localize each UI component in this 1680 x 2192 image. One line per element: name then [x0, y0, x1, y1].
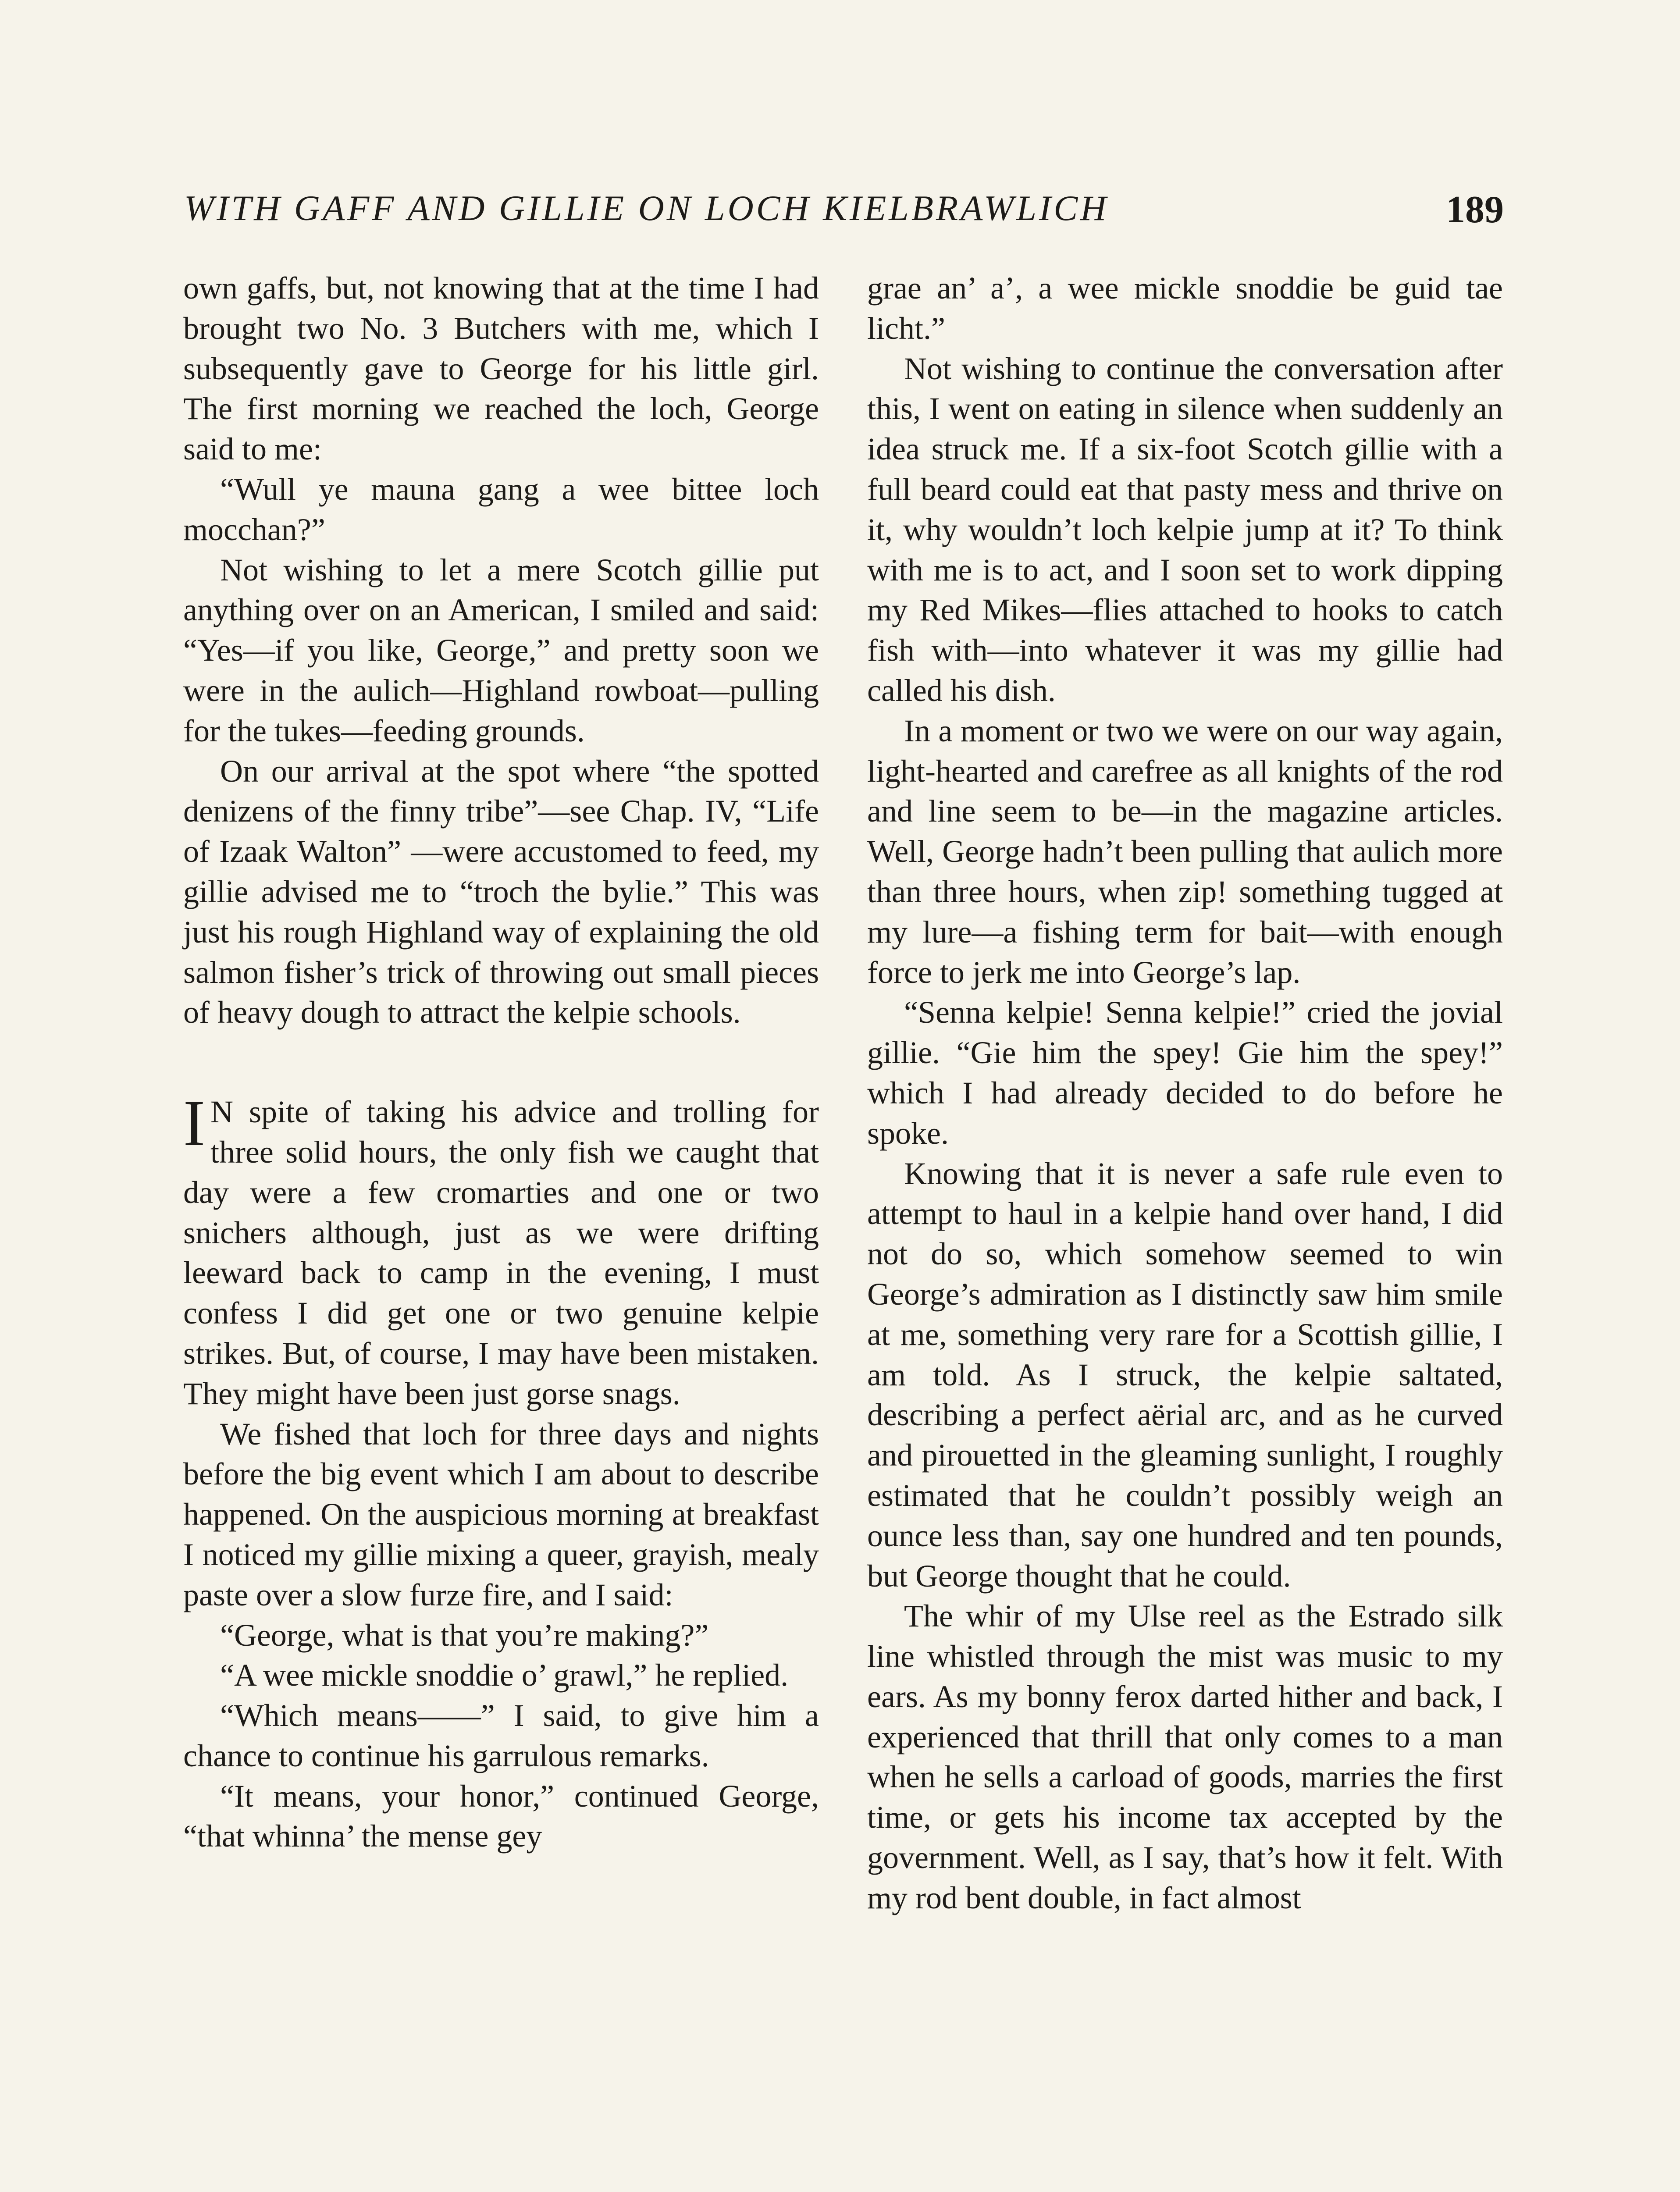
- paragraph: Not wishing to let a mere Scotch gillie put anything over on an American, I smiled and said: “Yes—if you like, George,” and pretty soon we were in the aulich—Highland rowboat—pulling for the tukes—feeding grounds.: [183, 552, 819, 748]
- paragraph: “Senna kelpie! Senna kelpie!” cried the jovial gillie. “Gie him the spey! Gie him the spey!” which I had already decided to do before he spoke.: [867, 995, 1503, 1151]
- paragraph-text: N spite of taking his advice and trolling for three solid hours, the only fish we caught that day were a few cromarties and one or two snichers although, just as we were drifting leeward back to camp in the evening, I must confess I did get one or two genuine kelpie strikes. But, of course, I may have been mistaken. They might have been just gorse snags.: [183, 1094, 819, 1411]
- paragraph: The whir of my Ulse reel as the Estrado silk line whistled through the mist was music to my ears. As my bonny ferox darted hither and back, I experienced that thrill that only comes to a man when he sells a carload of goods, marries the first time, or gets his income tax accepted by the government. Well, as I say, that’s how it felt. With my rod bent double, in fact almost: [867, 1598, 1503, 1915]
- paragraph: “A wee mickle snoddie o’ grawl,” he replied.: [220, 1658, 789, 1693]
- section-opening-paragraph: [183, 1087, 819, 1414]
- paragraph: We fished that loch for three days and nights before the big event which I am about to describe happened. On the auspicious morning at breakfast I noticed my gillie mixing a queer, grayish, mealy paste over a slow furze fire, and I said:: [183, 1416, 819, 1612]
- paragraph: In a moment or two we were on our way again, light-hearted and carefree as all knights of the rod and line seem to be—in the magazine articles. Well, George hadn’t been pulling that aulich more than three hours, when zip! something tugged at my lure—a fishing term for bait—with enough force to jerk me into George’s lap.: [867, 713, 1503, 990]
- left-column: [183, 268, 819, 1857]
- running-title: WITH GAFF AND GILLIE ON LOCH KIELBRAWLICH: [184, 188, 1109, 228]
- paragraph: “Wull ye mauna gang a wee bittee loch mocchan?”: [183, 471, 819, 547]
- drop-cap: I: [183, 1087, 205, 1160]
- paragraph: Not wishing to continue the conversation after this, I went on eating in silence when suddenly an idea struck me. If a six-foot Scotch gillie with a full beard could eat that pasty mess and thrive on it, why wouldn’t loch kelpie jump at it? To think with me is to act, and I soon set to work dipping my Red Mikes—flies attached to hooks to catch fish with—into whatever it was my gillie had called his dish.: [867, 351, 1503, 708]
- paragraph: “Which means——” I said, to give him a chance to continue his garrulous remarks.: [183, 1698, 819, 1773]
- paragraph: “It means, your honor,” continued George, “that whinna’ the mense gey: [183, 1778, 819, 1854]
- page-number: 189: [1446, 189, 1504, 231]
- right-column: [867, 268, 1503, 1918]
- paragraph: “George, what is that you’re making?”: [220, 1617, 709, 1653]
- paragraph: grae an’ a’, a wee mickle snoddie be guid tae licht.”: [867, 270, 1503, 346]
- paragraph: On our arrival at the spot where “the spotted denizens of the finny tribe”—see Chap. IV, “Life of Izaak Walton” —were accustomed to feed, my gillie advised me to “troch the bylie.” This was just his rough Highland way of explaining the old salmon fisher’s trick of throwing out small pieces of heavy dough to attract the kelpie schools.: [183, 753, 819, 1030]
- running-head: [184, 188, 1504, 231]
- paragraph: Knowing that it is never a safe rule even to attempt to haul in a kelpie hand over hand, I did not do so, which somehow seemed to win George’s admiration as I distinctly saw him smile at me, something very rare for a Scottish gillie, I am told. As I struck, the kelpie saltated, describing a perfect aërial arc, and as he curved and pirouetted in the gleaming sunlight, I roughly estimated that he couldn’t possibly weigh an ounce less than, say one hundred and ten pounds, but George thought that he could.: [867, 1156, 1503, 1594]
- paragraph: own gaffs, but, not knowing that at the time I had brought two No. 3 Butchers with me, which I subsequently gave to George for his little girl. The first morning we reached the loch, George said to me:: [183, 270, 819, 467]
